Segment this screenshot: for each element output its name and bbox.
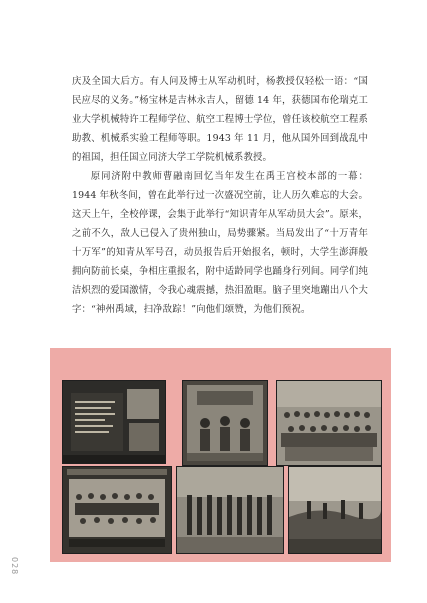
ceremony-photo bbox=[182, 380, 268, 466]
display-board-photo bbox=[62, 380, 166, 464]
exhibition-photo-panel bbox=[50, 348, 391, 562]
page-number: 028 bbox=[10, 557, 19, 576]
paragraph-2: 原同济附中教师曹融南回忆当年发生在禹王宫校本部的一幕：1944 年秋冬间，曾在此举行过一次盛况空前，让人历久难忘的大会。这天上午，全校停课，会集于此举行“知识青年从军动员大会”。原来，之前不久，敌人已侵入了贵州独山，局势骤紧。当局发出了“十万青年十万军”的知青从军号召，动员报告后开始报名，顿时，大学生澎湃般拥向防前长桌，争相庄重报名，附中适龄同学也踊身行列间。同学们纯洁炽烈的爱国激情，令我心魂震撼，热泪盈眶。脑子里突地蹦出八个大字：“神州禹域，扫净敌踪！”向他们颂赞，为他们预祝。 bbox=[72, 171, 368, 315]
soldiers-marching-photo bbox=[176, 466, 284, 554]
paragraph-1: 庆及全国大后方。有人问及博士从军动机时，杨教授仅轻松一语：“国民应尽的义务。”杨宝林是吉林永吉人，留德 14 年，获德国布伦瑞克工业大学机械特许工程师学位、航空工程博士学位，曾任该校航空工程系助教、机械系实验工程师等职。1943 年 11 月，他从国外回到战乱中的祖国，担任国立同济大学工学院机械系教授。 bbox=[72, 76, 368, 163]
body-text bbox=[72, 72, 368, 319]
battlefield-photo bbox=[288, 466, 382, 554]
group-photo-top bbox=[276, 380, 382, 466]
group-photo-bottom-left bbox=[62, 466, 172, 554]
